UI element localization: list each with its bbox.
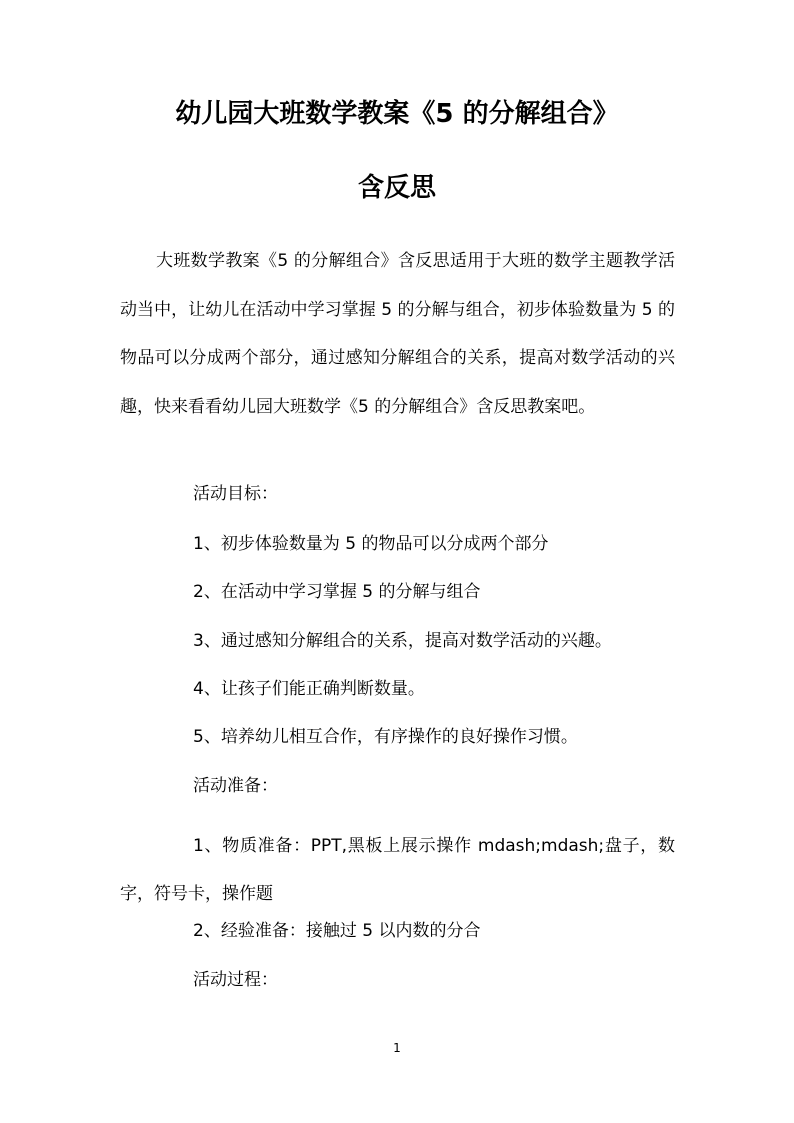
goal-item-1: 1、初步体验数量为 5 的物品可以分成两个部分 [193,534,549,554]
goal-item-5: 5、培养幼儿相互合作，有序操作的良好操作习惯。 [193,727,578,747]
prep-heading: 活动准备： [193,776,278,796]
document-title-line-1: 幼儿园大班数学教案《5 的分解组合》 [175,99,619,129]
document-title-line-2: 含反思 [357,173,436,203]
intro-paragraph: 大班数学教案《5 的分解组合》含反思适用于大班的数学主题教学活动当中，让幼儿在活动中学习掌握 5 的分解与组合，初步体验数量为 5 的物品可以分成两个部分，通过感知分解组合的关系，提高对数学活动的兴趣，快来看看幼儿园大班数学《5 的分解组合》含反思教案吧。 [120,251,675,417]
goal-item-2: 2、在活动中学习掌握 5 的分解与组合 [193,582,481,602]
goals-heading: 活动目标： [193,484,278,504]
prep-item-2: 2、经验准备：接触过 5 以内数的分合 [193,921,481,941]
goal-item-3: 3、通过感知分解组合的关系，提高对数学活动的兴趣。 [193,631,612,651]
prep-item-1: 1、物质准备：PPT,黑板上展示操作 mdash;mdash;盘子，数字，符号卡，操作题 [120,836,675,904]
goal-item-4: 4、让孩子们能正确判断数量。 [193,679,425,699]
page-number: 1 [393,1041,401,1055]
process-heading: 活动过程： [193,970,278,990]
